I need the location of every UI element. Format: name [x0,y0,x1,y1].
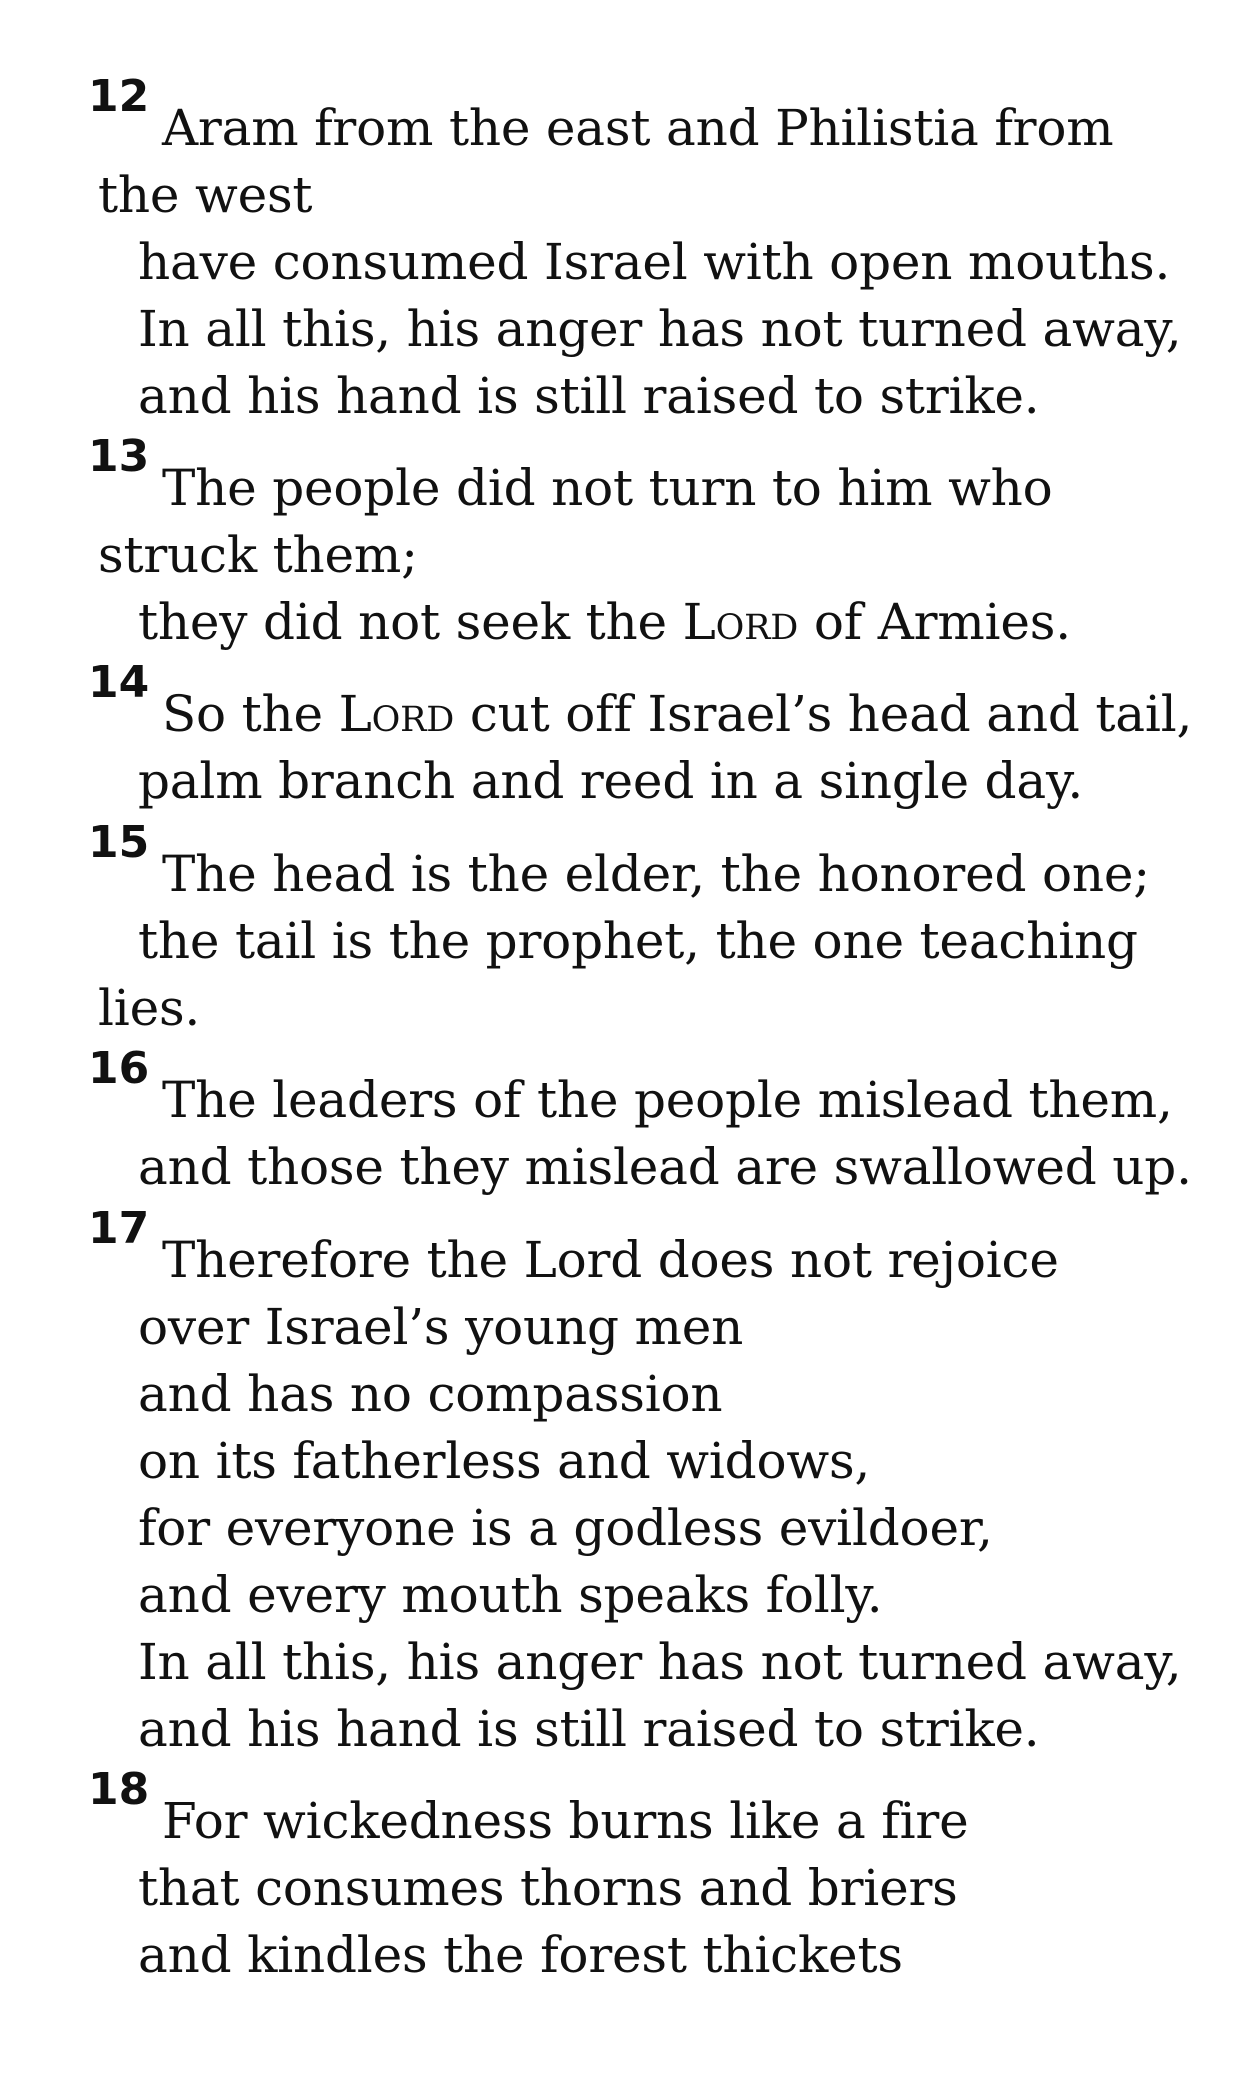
verse-13-line-1: The people did not turn to him who [162,459,1053,517]
verse-number-18: 18 [88,1764,150,1815]
verse-17-line-7: In all this, his anger has not turned away, [138,1633,1182,1691]
verse-17-line-1: Therefore the Lord does not rejoice [162,1231,1059,1289]
verse-18-line-2: that consumes thorns and briers [138,1859,958,1917]
verse-17-line-5: for everyone is a godless evildoer, [138,1499,993,1557]
verse-13-line-2: struck them; [98,526,418,584]
verse-number-15: 15 [88,817,150,868]
verse-15-line-2: the tail is the prophet, the one teaching [138,912,1138,970]
verse-13-line-3-after: of Armies. [798,593,1071,651]
verse-15-line-3: lies. [98,979,201,1037]
verse-12-line-4: In all this, his anger has not turned away, [138,300,1182,358]
verse-18-line-3: and kindles the forest thickets [138,1926,903,1984]
verse-17-line-8: and his hand is still raised to strike. [138,1700,1040,1758]
verse-number-17: 17 [88,1203,150,1254]
verse-number-12: 12 [88,71,150,122]
verse-17-line-2: over Israel’s young men [138,1298,744,1356]
verse-16-line-2: and those they mislead are swallowed up. [138,1138,1192,1196]
verse-14-line-2: palm branch and reed in a single day. [138,752,1084,810]
verse-number-16: 16 [88,1043,150,1094]
verse-14-line-1-before: So the [162,685,339,743]
verse-13-line-3 [138,592,1071,652]
lord-small-caps: Lord [338,685,455,743]
verse-12-line-5: and his hand is still raised to strike. [138,367,1040,425]
verse-13-line-3-before: they did not seek the [138,593,683,651]
verse-17-line-4: on its fatherless and widows, [138,1432,871,1490]
lord-small-caps: Lord [682,593,799,651]
verse-14-line-1-after: cut off Israel’s head and tail, [454,685,1193,743]
verse-12-line-2: the west [98,166,313,224]
verse-15-line-1: The head is the elder, the honored one; [162,845,1150,903]
verse-12-line-1: Aram from the east and Philistia from [162,99,1114,157]
verse-16-line-1: The leaders of the people mislead them, [162,1071,1173,1129]
verse-14-line-1 [162,684,1192,744]
verse-number-14: 14 [88,657,150,708]
verse-18-line-1: For wickedness burns like a fire [162,1792,969,1850]
verse-17-line-3: and has no compassion [138,1365,723,1423]
verse-17-line-6: and every mouth speaks folly. [138,1566,883,1624]
verse-number-13: 13 [88,431,150,482]
verse-12-line-3: have consumed Israel with open mouths. [138,233,1171,291]
